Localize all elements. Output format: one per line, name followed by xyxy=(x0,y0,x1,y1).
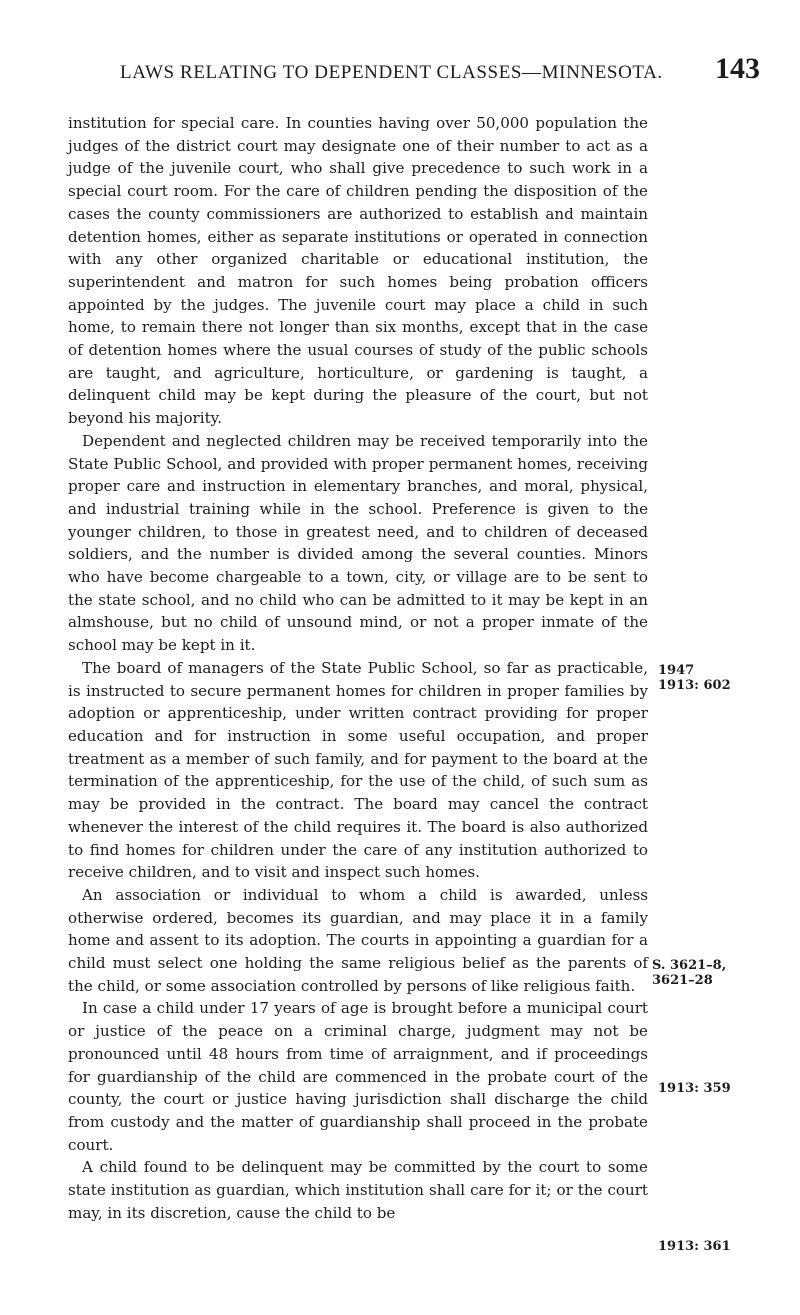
paragraph-delinquent-child: A child found to be delinquent may be committed by the court to some state institution as guardian, which institution shall care for it; or the court may, in its discretion, cause the child to be xyxy=(68,1158,648,1222)
margin-citation xyxy=(658,663,798,693)
margin-citation-line: 1913: 602 xyxy=(658,678,731,693)
margin-citation-line: S. 3621–8, xyxy=(652,958,727,973)
margin-citation xyxy=(658,1239,798,1254)
margin-citation-line: 1947 xyxy=(658,663,695,678)
margin-citation-line: 1913: 359 xyxy=(658,1081,731,1096)
paragraph-board-of-managers: The board of managers of the State Public School, so far as practicable, is instructed to secure permanent homes for children in proper families by adoption or apprenticeship, under written contract providing for proper education and for instruction in some useful occupation, and proper treatment as a member of such family, and for payment to the board at the termination of the apprenticeship, for the use of the child, of such sum as may be provided in the contract. The board may cancel the contract whenever the interest of the child requires it. The board is also authorized to find homes for children under the care of any institution authorized to receive children, and to visit and inspect such homes. xyxy=(68,658,648,882)
margin-citation xyxy=(658,1081,798,1096)
running-head: LAWS RELATING TO DEPENDENT CLASSES—MINNESOTA. xyxy=(120,62,663,83)
paragraph-guardianship: An association or individual to whom a child is awarded, unless otherwise ordered, becomes its guardian, and may place it in a family home and assent to its adoption. The courts in appointing a guardian for a child must select one holding the same religious belief as the parents of the child, or some association controlled by persons of like religious faith. xyxy=(68,885,648,995)
paragraph-detention-homes: institution for special care. In counties having over 50,000 population the judges of the district court may designate one of their number to act as a judge of the juvenile court, who shall give precedence to such work in a special court room. For the care of children pending the disposition of the cases the county commissioners are authorized to establish and maintain detention homes, either as separate institutions or operated in connection with any other organized charitable or educational institution, the superintendent and matron for such homes being probation officers appointed by the judges. The juvenile court may place a child in such home, to remain there not longer than six months, except that in the case of detention homes where the usual courses of study of the public schools are taught, and agriculture, horticulture, or gardening is taught, a delinquent child may be kept during the pleasure of the court, but not beyond his majority. xyxy=(68,114,648,428)
margin-citation xyxy=(652,958,792,988)
page-number: 143 xyxy=(715,52,760,85)
margin-citation-line: 1913: 361 xyxy=(658,1239,731,1254)
body-text xyxy=(68,112,648,1224)
paragraph-municipal-court: In case a child under 17 years of age is brought before a municipal court or justice of the peace on a criminal charge, judgment may not be pronounced until 48 hours from time of arraignment, and if proceedings for guardianship of the child are commenced in the probate court of the county, the court or justice having jurisdiction shall discharge the child from custody and the matter of guardianship shall proceed in the probate court. xyxy=(68,999,648,1154)
page-header xyxy=(120,52,760,92)
paragraph-state-public-school: Dependent and neglected children may be received temporarily into the State Public School, and provided with proper permanent homes, receiving proper care and instruction in elementary branches, and moral, physical, and industrial training while in the school. Preference is given to the younger children, to those in greatest need, and to children of deceased soldiers, and the number is divided among the several counties. Minors who have become chargeable to a town, city, or village are to be sent to the state school, and no child who can be admitted to it may be kept in an almshouse, but no child of unsound mind, or not a proper inmate of the school may be kept in it. xyxy=(68,431,648,655)
margin-citation-line: 3621–28 xyxy=(652,973,713,988)
